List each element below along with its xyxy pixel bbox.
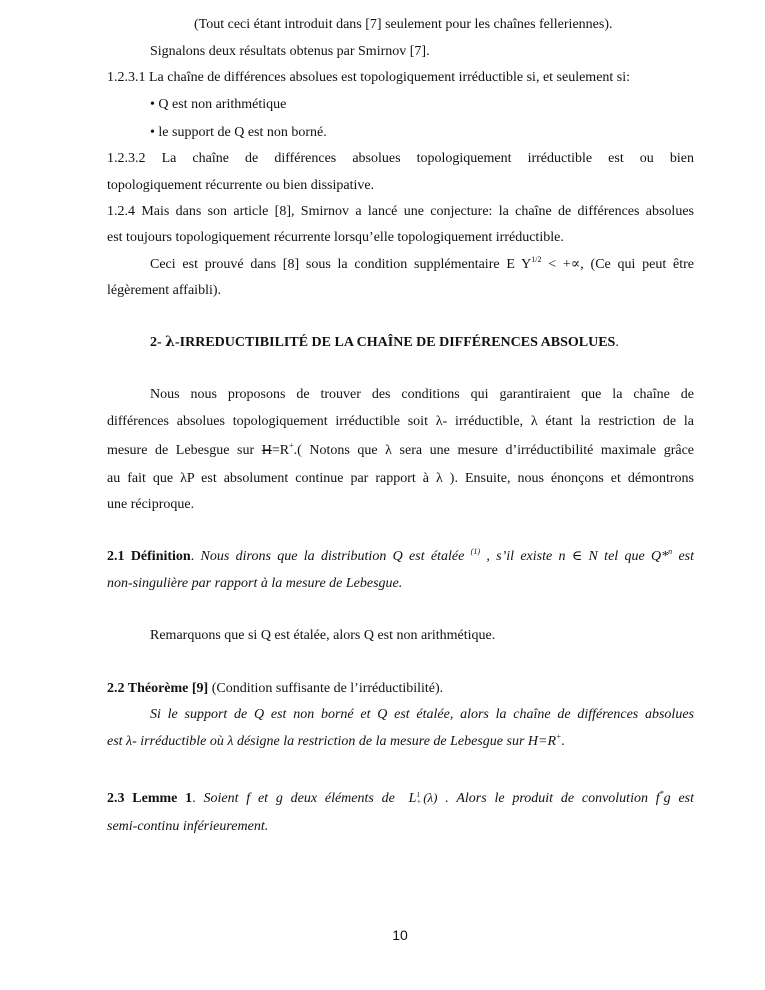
paragraph-line: au fait que λP est absolument continue par rapport à λ ). Ensuite, nous énonçons et démontrons xyxy=(107,471,694,486)
text-line: (Tout ceci étant introduit dans [7] seulement pour les chaînes felleriennes). xyxy=(194,17,613,32)
page-number: 10 xyxy=(392,927,408,943)
definition-2-1: 2.1 Définition. Nous dirons que la distribution Q est étalée $^{(1)}$ , s’il existe n ∈ N tel que Q*$^n$ est xyxy=(107,547,695,564)
paragraph-line: différences absolues topologiquement irréductible soit λ- irréductible, λ étant la restriction de la xyxy=(107,414,694,429)
text-line: légèrement affaibli). xyxy=(107,283,222,298)
paragraph-line: mesure de Lebesgue sur H=R+.( Notons que λ sera une mesure d’irréductibilité maximale grâce xyxy=(107,441,694,458)
lemma-2-3: 2.3 Lemme 1. Soient f et g deux éléments de L 1 + (λ) . Alors le produit de convolution f*g est xyxy=(107,789,695,806)
definition-text: non-singulière par rapport à la mesure de Lebesgue. xyxy=(107,576,403,591)
text-line: topologiquement récurrente ou bien dissipative. xyxy=(107,178,375,193)
l1-space-symbol: L 1 + (λ) xyxy=(408,790,438,806)
paragraph-line: Nous nous proposons de trouver des conditions qui garantiraient que la chaîne de xyxy=(150,387,694,402)
section-heading: 2- λ-IRREDUCTIBILITÉ DE LA CHAÎNE DE DIFFÉRENCES ABSOLUES. xyxy=(150,334,619,350)
result-1-2-3-1: 1.2.3.1 La chaîne de différences absolues est topologiquement irréductible si, et seulement si: xyxy=(107,70,631,85)
text-line: Ceci est prouvé dans [8] sous la condition supplémentaire E $Y^{1/2}$ < +∝, (Ce qui peut être xyxy=(150,255,695,272)
result-1-2-4: 1.2.4 Mais dans son article [8], Smirnov a lancé une conjecture: la chaîne de différences absolues xyxy=(107,204,694,219)
bullet-item: • le support de Q est non borné. xyxy=(150,125,327,140)
paragraph-line: une réciproque. xyxy=(107,497,195,512)
bullet-item: • Q est non arithmétique xyxy=(150,97,287,112)
theorem-text: Si le support de Q est non borné et Q est étalée, alors la chaîne de différences absolues xyxy=(150,707,694,722)
remark: Remarquons que si Q est étalée, alors Q est non arithmétique. xyxy=(150,628,496,643)
theorem-2-2: 2.2 Théorème [9] (Condition suffisante de l’irréductibilité). xyxy=(107,681,444,696)
text-line: Signalons deux résultats obtenus par Smirnov [7]. xyxy=(150,44,430,59)
lemma-text: semi-continu inférieurement. xyxy=(107,819,269,834)
result-1-2-3-2: 1.2.3.2 La chaîne de différences absolues topologiquement irréductible est ou bien xyxy=(107,151,694,166)
text-line: est toujours topologiquement récurrente lorsqu’elle topologiquement irréductible. xyxy=(107,230,564,245)
theorem-text: est λ- irréductible où λ désigne la restriction de la mesure de Lebesgue sur H=R+. xyxy=(107,732,565,749)
